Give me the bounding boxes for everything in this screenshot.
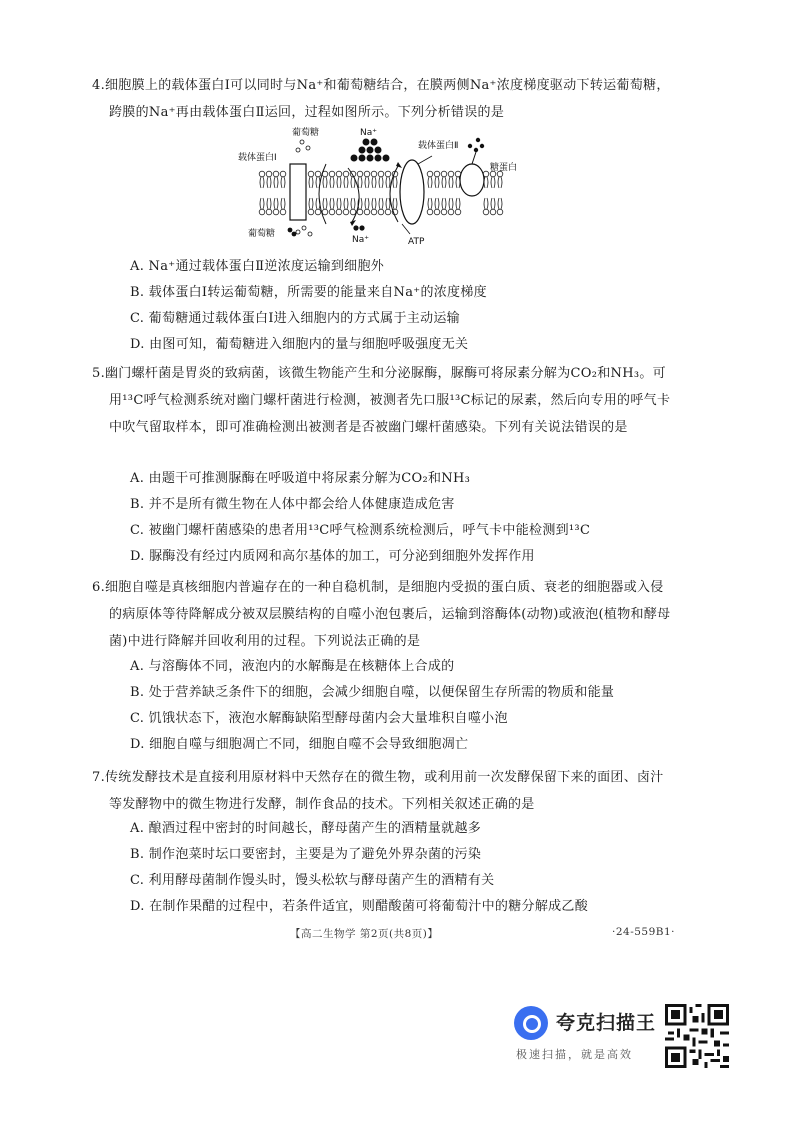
option-5B: B. 并不是所有微生物在人体中都会给人体健康造成危害 xyxy=(130,497,455,512)
label-na-bottom: Na⁺ xyxy=(352,235,369,245)
label-carrier-1: 载体蛋白Ⅰ xyxy=(238,153,277,163)
option-6A: A. 与溶酶体不同，液泡内的水解酶是在核糖体上合成的 xyxy=(130,659,455,674)
option-7D: D. 在制作果醋的过程中，若条件适宜，则醋酸菌可将葡萄汁中的糖分解成乙酸 xyxy=(130,899,589,914)
option-4C: C. 葡萄糖通过载体蛋白Ⅰ进入细胞内的方式属于主动运输 xyxy=(130,311,460,326)
scanner-brand-name: 夸克扫描王 xyxy=(556,1012,657,1034)
glycoprotein-shape xyxy=(460,164,484,196)
page-footer-right: ·24-559B1· xyxy=(612,926,676,938)
label-glucose-top: 葡萄糖 xyxy=(292,128,320,138)
label-na-top: Na⁺ xyxy=(360,128,377,138)
question-6 xyxy=(92,574,672,655)
option-4D: D. 由图可知，葡萄糖进入细胞内的量与细胞呼吸强度无关 xyxy=(130,337,469,352)
label-glucose-bottom: 葡萄糖 xyxy=(248,229,276,239)
membrane-transport-diagram xyxy=(232,124,532,249)
label-carrier-2: 载体蛋白Ⅱ xyxy=(418,141,459,151)
option-4A: A. Na⁺通过载体蛋白Ⅱ逆浓度运输到细胞外 xyxy=(130,259,385,274)
option-5D: D. 脲酶没有经过内质网和高尔基体的加工，可分泌到细胞外发挥作用 xyxy=(130,549,535,564)
carrier-protein-1 xyxy=(290,164,306,220)
option-6B: B. 处于营养缺乏条件下的细胞，会减少细胞自噬，以便保留生存所需的物质和能量 xyxy=(130,685,615,700)
question-5 xyxy=(92,360,672,441)
scanner-logo-icon xyxy=(514,1006,548,1040)
question-4 xyxy=(92,72,672,126)
option-4B: B. 载体蛋白Ⅰ转运葡萄糖，所需要的能量来自Na⁺的浓度梯度 xyxy=(130,285,487,300)
scanner-slogan: 极速扫描，就是高效 xyxy=(516,1048,633,1061)
carrier-protein-2 xyxy=(400,160,424,224)
option-5A: A. 由题干可推测脲酶在呼吸道中将尿素分解为CO₂和NH₃ xyxy=(130,471,471,486)
option-5C: C. 被幽门螺杆菌感染的患者用¹³C呼气检测系统检测后，呼气卡中能检测到¹³C xyxy=(130,523,591,538)
option-7B: B. 制作泡菜时坛口要密封，主要是为了避免外界杂菌的污染 xyxy=(130,847,482,862)
option-7C: C. 利用酵母菌制作馒头时，馒头松软与酵母菌产生的酒精有关 xyxy=(130,873,495,888)
option-6C: C. 饥饿状态下，液泡水解酶缺陷型酵母菌内会大量堆积自噬小泡 xyxy=(130,711,508,726)
scanner-watermark xyxy=(514,1002,794,1072)
page-footer-left: 【高二生物学 第2页(共8页)】 xyxy=(290,928,439,940)
option-7A: A. 酿酒过程中密封的时间越长，酵母菌产生的酒精量就越多 xyxy=(130,821,482,836)
question-7 xyxy=(92,764,672,818)
label-glycoprotein: 糖蛋白 xyxy=(490,163,518,173)
question-stem: 7.传统发酵技术是直接利用原材料中天然存在的微生物，或利用前一次发酵保留下来的面团、卤汁等发酵物中的微生物进行发酵，制作食品的技术。下列相关叙述正确的是 xyxy=(92,770,664,812)
qr-code-icon xyxy=(665,1004,729,1068)
question-stem: 5.幽门螺杆菌是胃炎的致病菌，该微生物能产生和分泌脲酶，脲酶可将尿素分解为CO₂和NH₃。可用¹³C呼气检测系统对幽门螺杆菌进行检测，被测者先口服¹³C标记的尿素，然后向专用的呼气卡中吹气留取样本，即可准确检测出被测者是否被幽门螺杆菌感染。下列有关说法错误的是 xyxy=(92,366,671,435)
question-stem: 6.细胞自噬是真核细胞内普遍存在的一种自稳机制，是细胞内受损的蛋白质、衰老的细胞器或入侵的病原体等待降解成分被双层膜结构的自噬小泡包裹后，运输到溶酶体(动物)或液泡(植物和酵母菌)中进行降解并回收利用的过程。下列说法正确的是 xyxy=(92,580,671,649)
option-6D: D. 细胞自噬与细胞凋亡不同，细胞自噬不会导致细胞凋亡 xyxy=(130,737,469,752)
na-ion-cluster xyxy=(351,139,390,162)
label-atp: ATP xyxy=(408,237,425,247)
question-stem: 4.细胞膜上的载体蛋白Ⅰ可以同时与Na⁺和葡萄糖结合，在膜两侧Na⁺浓度梯度驱动下转运葡萄糖，跨膜的Na⁺再由载体蛋白Ⅱ运回，过程如图所示。下列分析错误的是 xyxy=(92,78,670,120)
